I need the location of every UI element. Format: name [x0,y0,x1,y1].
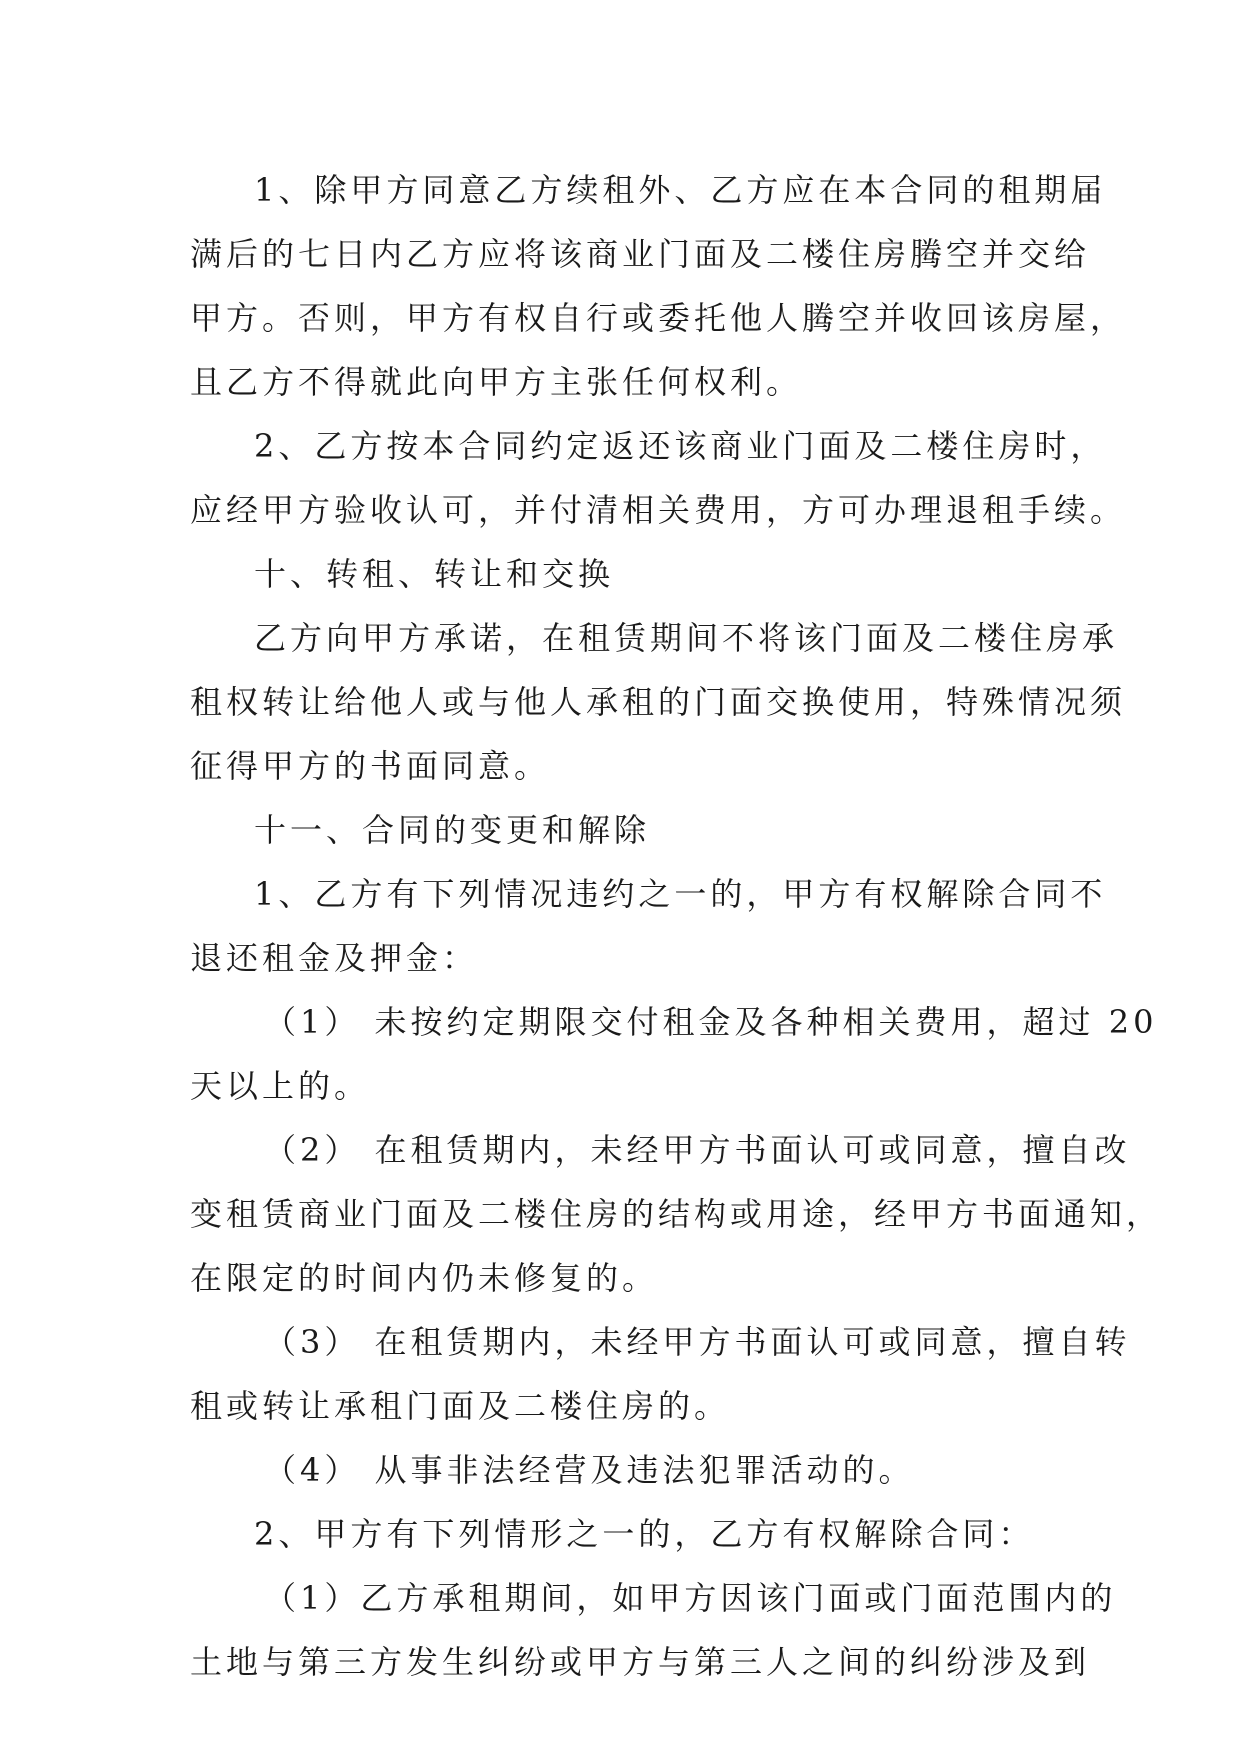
text-line: 退还租金及押金： [190,939,479,977]
text-line: 满后的七日内乙方应将该商业门面及二楼住房腾空并交给 [190,235,1091,273]
text-line: 变租赁商业门面及二楼住房的结构或用途，经甲方书面通知， [190,1195,1163,1233]
text-line: 十一、合同的变更和解除 [254,811,651,849]
text-line: 1、乙方有下列情况违约之一的，甲方有权解除合同不 [254,875,1107,913]
text-line: 天以上的。 [190,1067,371,1105]
text-line: 1、除甲方同意乙方续租外、乙方应在本合同的租期届 [254,171,1107,209]
text-line: 十、转租、转让和交换 [254,555,615,593]
text-line: （2） 在租赁期内，未经甲方书面认可或同意，擅自改 [264,1131,1131,1169]
text-line: （4） 从事非法经营及违法犯罪活动的。 [264,1451,915,1489]
text-line: （1） 未按约定期限交付租金及各种相关费用，超过 20 [264,1003,1158,1041]
text-line: 2、乙方按本合同约定返还该商业门面及二楼住房时， [254,427,1107,465]
text-line: 土地与第三方发生纠纷或甲方与第三人之间的纠纷涉及到 [190,1643,1091,1681]
text-line: 租或转让承租门面及二楼住房的。 [190,1387,731,1425]
text-line: 且乙方不得就此向甲方主张任何权利。 [190,363,803,401]
document-body [190,158,1163,1694]
text-line: 乙方向甲方承诺，在租赁期间不将该门面及二楼住房承 [254,619,1119,657]
text-line: 在限定的时间内仍未修复的。 [190,1259,659,1297]
text-line: 甲方。否则，甲方有权自行或委托他人腾空并收回该房屋， [190,299,1127,337]
text-line: 2、甲方有下列情形之一的，乙方有权解除合同： [254,1515,1035,1553]
text-line: 租权转让给他人或与他人承租的门面交换使用，特殊情况须 [190,683,1127,721]
text-line: 应经甲方验收认可，并付清相关费用，方可办理退租手续。 [190,491,1127,529]
text-line: 征得甲方的书面同意。 [190,747,551,785]
text-line: （1）乙方承租期间，如甲方因该门面或门面范围内的 [264,1579,1117,1617]
text-line: （3） 在租赁期内，未经甲方书面认可或同意，擅自转 [264,1323,1131,1361]
